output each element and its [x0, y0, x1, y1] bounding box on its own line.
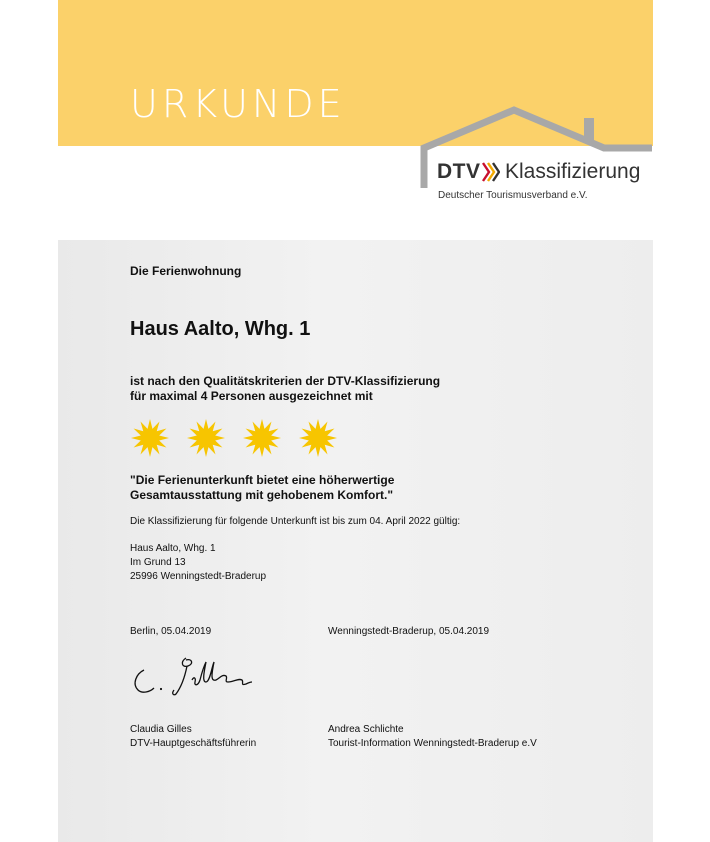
star-icon	[298, 418, 338, 458]
quote-line-1: "Die Ferienunterkunft bietet eine höherwertige	[130, 473, 395, 487]
star-icon	[186, 418, 226, 458]
property-name: Haus Aalto, Whg. 1	[130, 318, 311, 340]
property-type-label: Die Ferienwohnung	[130, 264, 242, 278]
validity-text: Die Klassifizierung für folgende Unterkunft ist bis zum 04. April 2022 gültig:	[130, 516, 461, 527]
criteria-text	[130, 374, 440, 404]
left-place-date: Berlin, 05.04.2019	[130, 626, 212, 637]
quote-text	[130, 473, 394, 503]
chevron-logo-icon	[482, 161, 500, 183]
handwritten-signature	[130, 652, 270, 698]
certificate-page	[58, 0, 653, 842]
logo-name: Klassifizierung	[505, 160, 641, 183]
address-line-2: Im Grund 13	[130, 557, 186, 568]
logo-subtitle: Deutscher Tourismusverband e.V.	[438, 190, 588, 201]
quote-line-2: Gesamtausstattung mit gehobenem Komfort."	[130, 488, 394, 502]
star-icon	[130, 418, 170, 458]
certificate-title: URKUNDE	[130, 82, 346, 126]
right-place-date: Wenningstedt-Braderup, 05.04.2019	[328, 626, 490, 637]
criteria-line-2: für maximal 4 Personen ausgezeichnet mit	[130, 389, 373, 403]
right-signer-name: Andrea Schlichte	[328, 724, 404, 735]
address-line-3: 25996 Wenningstedt-Braderup	[130, 571, 267, 582]
left-signer-name: Claudia Gilles	[130, 724, 192, 735]
criteria-line-1: ist nach den Qualitätskriterien der DTV-Klassifizierung	[130, 374, 441, 388]
star-icon	[242, 418, 282, 458]
address-line-1: Haus Aalto, Whg. 1	[130, 543, 216, 554]
logo-brand: DTV	[437, 160, 481, 183]
right-signer-role: Tourist-Information Wenningstedt-Braderup e.V	[328, 738, 537, 749]
address-block	[130, 542, 266, 584]
left-signer-role: DTV-Hauptgeschäftsführerin	[130, 738, 257, 749]
